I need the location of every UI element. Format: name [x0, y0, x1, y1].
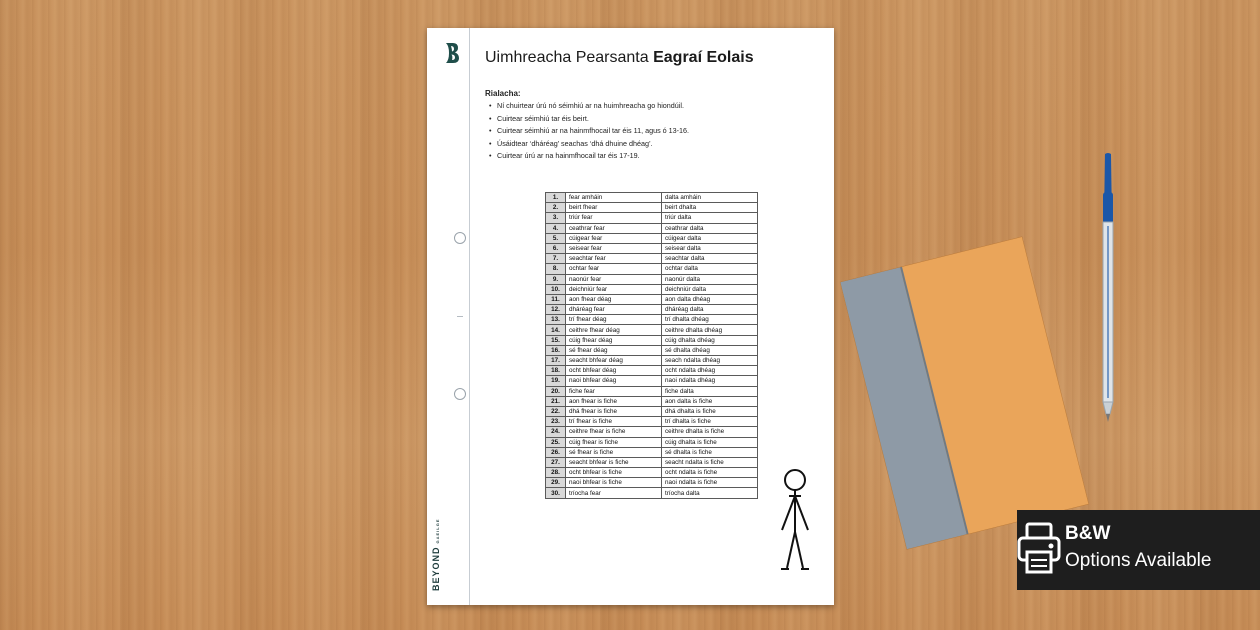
- cell-fear: naoi bhfear déag: [566, 376, 662, 386]
- row-number: 18.: [546, 366, 566, 376]
- cell-dalta: ceithre dhalta dhéag: [662, 325, 758, 335]
- table-row: [546, 396, 758, 406]
- row-number: 24.: [546, 427, 566, 437]
- cell-fear: beirt fhear: [566, 203, 662, 213]
- punch-hole-top: [454, 232, 466, 244]
- table-row: [546, 294, 758, 304]
- cell-fear: seachtar fear: [566, 254, 662, 264]
- title-bold: Eagraí Eolais: [653, 49, 754, 66]
- rule-item: • Cuirtear úrú ar na hainmfhocail tar éis 17-19.: [489, 150, 689, 163]
- row-number: 20.: [546, 386, 566, 396]
- margin-line: [469, 28, 470, 605]
- row-number: 13.: [546, 315, 566, 325]
- rule-item: • Úsáidtear ‘dháréag’ seachas ‘dhá dhuine dhéag’.: [489, 138, 689, 151]
- cell-dalta: ceithre dhalta is fiche: [662, 427, 758, 437]
- cell-fear: fear amháin: [566, 193, 662, 203]
- cell-dalta: sé dhalta dhéag: [662, 345, 758, 355]
- cell-fear: sé fhear déag: [566, 345, 662, 355]
- brand-wordmark: [431, 511, 443, 591]
- cell-fear: naoi bhfear is fiche: [566, 478, 662, 488]
- bw-options-badge: [1017, 510, 1260, 590]
- printer-icon: [1017, 522, 1061, 581]
- table-row: [546, 213, 758, 223]
- page-title: [485, 49, 754, 67]
- table-row: [546, 264, 758, 274]
- table-row: [546, 203, 758, 213]
- cell-fear: fiche fear: [566, 386, 662, 396]
- cell-fear: ocht bhfear déag: [566, 366, 662, 376]
- cell-fear: ceathrar fear: [566, 223, 662, 233]
- cell-dalta: sé dhalta is fiche: [662, 447, 758, 457]
- rules-heading: Rialacha:: [485, 89, 521, 98]
- cell-dalta: ocht ndalta dhéag: [662, 366, 758, 376]
- notebook-decoration: [840, 236, 1090, 554]
- cell-dalta: seacht ndalta is fiche: [662, 457, 758, 467]
- cell-dalta: trí dhalta is fiche: [662, 417, 758, 427]
- cell-fear: sé fhear is fiche: [566, 447, 662, 457]
- row-number: 23.: [546, 417, 566, 427]
- cell-dalta: aon dalta dhéag: [662, 294, 758, 304]
- table-row: [546, 386, 758, 396]
- cell-fear: dhá fhear is fiche: [566, 406, 662, 416]
- badge-line1: B&W: [1065, 523, 1111, 544]
- cell-dalta: dháréag dalta: [662, 305, 758, 315]
- row-number: 26.: [546, 447, 566, 457]
- table-row: [546, 233, 758, 243]
- row-number: 10.: [546, 284, 566, 294]
- cell-dalta: dalta amháin: [662, 193, 758, 203]
- cell-dalta: aon dalta is fiche: [662, 396, 758, 406]
- row-number: 29.: [546, 478, 566, 488]
- table-row: [546, 345, 758, 355]
- row-number: 6.: [546, 243, 566, 253]
- row-number: 21.: [546, 396, 566, 406]
- table-row: [546, 284, 758, 294]
- punch-hole-bottom: [454, 388, 466, 400]
- table-row: [546, 376, 758, 386]
- cell-dalta: cúig dhalta is fiche: [662, 437, 758, 447]
- row-number: 4.: [546, 223, 566, 233]
- cell-dalta: seisear dalta: [662, 243, 758, 253]
- row-number: 30.: [546, 488, 566, 498]
- cell-dalta: ochtar dalta: [662, 264, 758, 274]
- table-row: [546, 254, 758, 264]
- table-row: [546, 478, 758, 488]
- cell-dalta: naoi ndalta is fiche: [662, 478, 758, 488]
- cell-dalta: ocht ndalta is fiche: [662, 468, 758, 478]
- rule-item: • Ní chuirtear úrú nó séimhiú ar na huimhreacha go hiondúil.: [489, 100, 689, 113]
- table-row: [546, 366, 758, 376]
- row-number: 1.: [546, 193, 566, 203]
- row-number: 2.: [546, 203, 566, 213]
- fold-mark: [457, 316, 463, 317]
- cell-dalta: fiche dalta: [662, 386, 758, 396]
- cell-dalta: dhá dhalta is fiche: [662, 406, 758, 416]
- table-row: [546, 437, 758, 447]
- rules-list: [489, 100, 689, 163]
- table-row: [546, 447, 758, 457]
- beyond-logo-icon: [443, 42, 461, 69]
- table-row: [546, 417, 758, 427]
- cell-fear: trí fhear déag: [566, 315, 662, 325]
- table-row: [546, 193, 758, 203]
- cell-fear: cúig fhear is fiche: [566, 437, 662, 447]
- cell-fear: aon fhear is fiche: [566, 396, 662, 406]
- cell-dalta: ceathrar dalta: [662, 223, 758, 233]
- cell-dalta: naonúr dalta: [662, 274, 758, 284]
- cell-fear: cúig fhear déag: [566, 335, 662, 345]
- cell-fear: aon fhear déag: [566, 294, 662, 304]
- row-number: 28.: [546, 468, 566, 478]
- cell-dalta: cúig dhalta dhéag: [662, 335, 758, 345]
- row-number: 16.: [546, 345, 566, 355]
- row-number: 11.: [546, 294, 566, 304]
- table-row: [546, 325, 758, 335]
- cell-dalta: naoi ndalta dhéag: [662, 376, 758, 386]
- brand-name: BEYOND: [431, 546, 441, 591]
- cell-fear: triúr fear: [566, 213, 662, 223]
- title-regular: Uimhreacha Pearsanta: [485, 49, 649, 66]
- cell-fear: dháréag fear: [566, 305, 662, 315]
- cell-dalta: triúr dalta: [662, 213, 758, 223]
- row-number: 12.: [546, 305, 566, 315]
- table-row: [546, 223, 758, 233]
- table-row: [546, 243, 758, 253]
- table-row: [546, 356, 758, 366]
- badge-line2: Options Available: [1065, 550, 1212, 571]
- row-number: 22.: [546, 406, 566, 416]
- table-row: [546, 468, 758, 478]
- row-number: 19.: [546, 376, 566, 386]
- row-number: 17.: [546, 356, 566, 366]
- table-row: [546, 406, 758, 416]
- table-row: [546, 274, 758, 284]
- cell-fear: seacht bhfear déag: [566, 356, 662, 366]
- cell-fear: ocht bhfear is fiche: [566, 468, 662, 478]
- cell-dalta: deichniúr dalta: [662, 284, 758, 294]
- row-number: 7.: [546, 254, 566, 264]
- rule-item: • Cuirtear séimhiú ar na hainmfhocail tar éis 11, agus ó 13-16.: [489, 125, 689, 138]
- cell-fear: ceithre fhear is fiche: [566, 427, 662, 437]
- cell-fear: cúigear fear: [566, 233, 662, 243]
- table-row: [546, 305, 758, 315]
- cell-fear: seisear fear: [566, 243, 662, 253]
- worksheet-page: [427, 28, 834, 605]
- cell-dalta: cúigear dalta: [662, 233, 758, 243]
- row-number: 14.: [546, 325, 566, 335]
- rule-item: • Cuirtear séimhiú tar éis beirt.: [489, 113, 689, 126]
- cell-fear: trí fhear is fiche: [566, 417, 662, 427]
- numbers-table: [545, 192, 758, 499]
- table-row: [546, 427, 758, 437]
- row-number: 15.: [546, 335, 566, 345]
- stick-figure-icon: [777, 468, 813, 579]
- table-row: [546, 488, 758, 498]
- row-number: 9.: [546, 274, 566, 284]
- brand-subname: GAEILGE: [435, 518, 440, 544]
- cell-dalta: seachtar dalta: [662, 254, 758, 264]
- cell-fear: naonúr fear: [566, 274, 662, 284]
- row-number: 27.: [546, 457, 566, 467]
- row-number: 8.: [546, 264, 566, 274]
- cell-dalta: trí dhalta dhéag: [662, 315, 758, 325]
- cell-fear: deichniúr fear: [566, 284, 662, 294]
- row-number: 25.: [546, 437, 566, 447]
- pen-decoration: [1096, 152, 1120, 429]
- cell-dalta: seach ndalta dhéag: [662, 356, 758, 366]
- cell-fear: ceithre fhear déag: [566, 325, 662, 335]
- cell-fear: ochtar fear: [566, 264, 662, 274]
- cell-dalta: tríocha dalta: [662, 488, 758, 498]
- cell-dalta: beirt dhalta: [662, 203, 758, 213]
- row-number: 5.: [546, 233, 566, 243]
- cell-fear: tríocha fear: [566, 488, 662, 498]
- table-row: [546, 457, 758, 467]
- table-row: [546, 315, 758, 325]
- table-row: [546, 335, 758, 345]
- row-number: 3.: [546, 213, 566, 223]
- cell-fear: seacht bhfear is fiche: [566, 457, 662, 467]
